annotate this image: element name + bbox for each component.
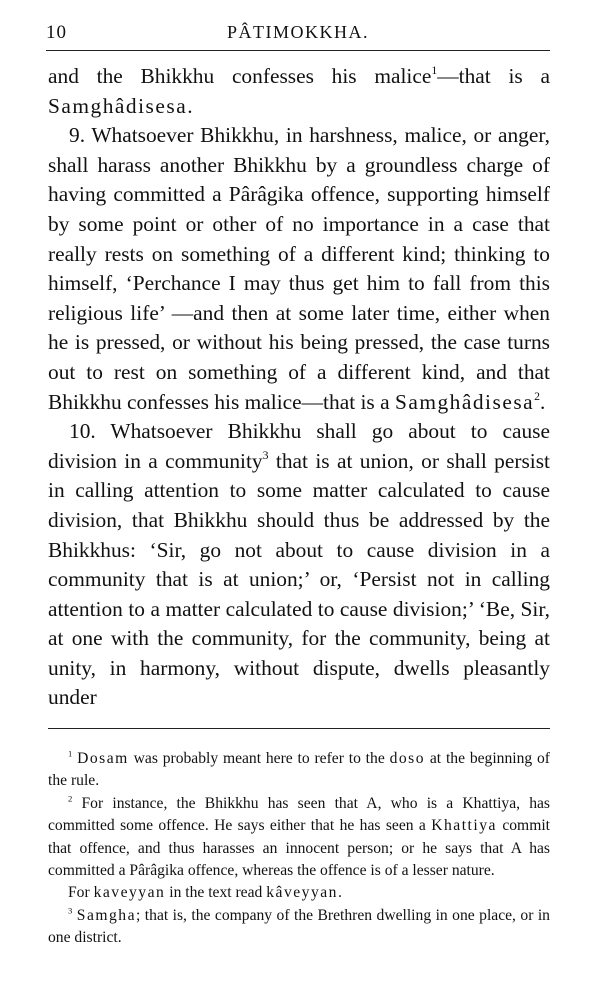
footnote-2-correction [48,882,550,904]
text-run: and the Bhikkhu confesses his malice [48,64,432,88]
term-dosam: Dosam [77,750,129,767]
footnote-2 [48,793,550,883]
text-run: was probably meant here to refer to the [133,750,385,767]
text-run: ; that is, the company of the Brethren dwelling in one place, or in one district. [48,906,550,947]
footnote-mark: 3 [68,905,73,916]
term-kaveyyan: kaveyyan [93,884,166,902]
text-run: 10. Whatsoever Bhikkhu shall go about to cause division in a community [48,419,550,473]
text-run: commit that offence, and thus harasses an innocent person; or he says that A has committed a Pârâgika offence, whereas the offence is of a lesser nature. [48,817,550,880]
running-title: PÂTIMOKKHA. [227,22,369,42]
footnote-ref-2: 2 [534,389,541,403]
term-kaveyyan-corrected: kâveyyan [266,884,338,902]
footnote-ref-3: 3 [262,448,269,462]
footnote-mark: 1 [68,748,73,759]
term-samghadisesa: Samghâdisesa [394,389,535,414]
text-run: . [187,93,193,118]
page-header [46,18,550,48]
footnotes [48,748,550,950]
text-run: in the text read [169,884,263,902]
page-number: 10 [46,22,67,43]
term-khattiya: Khattiya [431,817,497,835]
header-rule [46,50,550,51]
footnote-ref-1: 1 [431,64,438,78]
text-run: that is at union, or shall persist in calling attention to some matter calculated to cause division, that Bhikkhu should thus be addressed by the Bhikkhus: ‘Sir, go not about to cause division in a community that is at union;’ or, ‘Persist not in calling attention to a matter calculated to cause division;’ ‘Be, Sir, at one with the community, for the community, being at unity, in harmony, without dispute, dwells pleasantly under [48,448,550,710]
paragraph-continuation [48,62,550,121]
main-text [48,62,550,713]
footnote-rule [48,728,550,729]
text-run: For instance, the Bhikkhu has seen that A, who is a Khattiya, has committed some offence. He says either that he has seen a [48,794,550,835]
text-run: . [337,884,342,902]
text-run: 9. Whatsoever Bhikkhu, in harshness, malice, or anger, shall harass another Bhikkhu by a groundless charge of having committed a Pârâgika offence, supporting himself by some point or other of no importance in a case that really rests on something of a different kind; thinking to himself, ‘Perchance I may thus get him to fall from this religious life’ —and then at some later time, either when he is pressed, or without his being pressed, the case turns out to rest on something of a different kind, and that Bhikkhu confesses his malice—that is a [48,123,550,414]
footnote-3 [48,905,550,950]
text-run: at the beginning of the rule. [48,750,551,790]
paragraph-rule-10 [48,417,550,713]
text-run: For [68,884,90,902]
term-samgha: Samgha [76,906,137,924]
footnote-1 [48,748,550,793]
term-samghadisesa: Samghâdisesa [48,93,188,118]
text-run: —that is a [437,64,550,88]
paragraph-rule-9 [48,121,550,417]
footnote-mark: 2 [68,793,73,804]
text-run: . [540,389,546,414]
term-doso: doso [389,750,426,767]
